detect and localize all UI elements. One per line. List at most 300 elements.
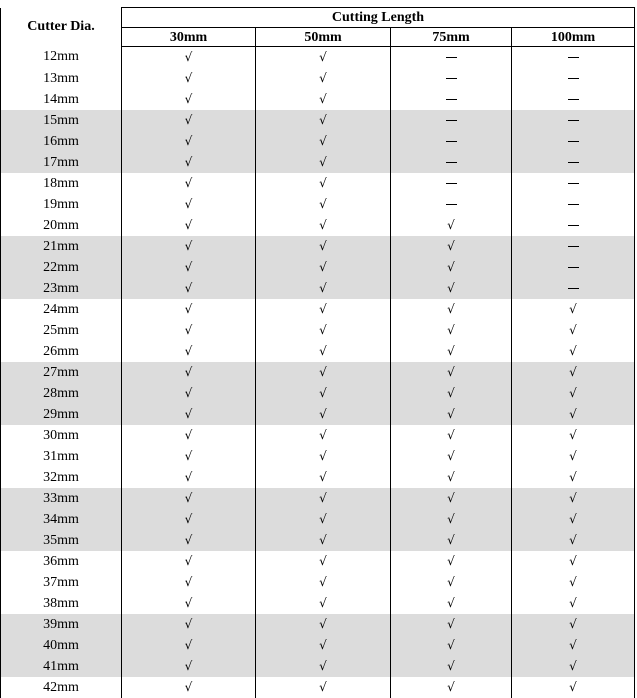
not-available-cell bbox=[391, 89, 512, 110]
not-available-cell bbox=[512, 131, 635, 152]
table-row bbox=[1, 677, 635, 698]
cutter-dia-cell: 21mm bbox=[1, 236, 122, 257]
column-header-50mm: 50mm bbox=[256, 28, 391, 47]
not-available-cell bbox=[391, 68, 512, 89]
cutter-dia-cell: 28mm bbox=[1, 383, 122, 404]
available-cell bbox=[122, 362, 256, 383]
check-mark: √ bbox=[319, 554, 327, 568]
check-mark: √ bbox=[319, 596, 327, 610]
check-mark: √ bbox=[319, 638, 327, 652]
dash-mark-icon bbox=[446, 120, 457, 121]
check-mark: √ bbox=[319, 512, 327, 526]
check-mark: √ bbox=[319, 302, 327, 316]
check-mark: √ bbox=[185, 659, 193, 673]
check-mark: √ bbox=[569, 344, 577, 358]
cutter-dia-cell: 23mm bbox=[1, 278, 122, 299]
check-mark: √ bbox=[447, 407, 455, 421]
check-mark: √ bbox=[185, 323, 193, 337]
check-mark: √ bbox=[319, 470, 327, 484]
available-cell bbox=[391, 677, 512, 698]
available-cell bbox=[256, 509, 391, 530]
dash-mark-icon bbox=[446, 183, 457, 184]
check-mark: √ bbox=[447, 575, 455, 589]
dash-mark-icon bbox=[446, 57, 457, 58]
cutter-dia-cell: 12mm bbox=[1, 47, 122, 69]
available-cell bbox=[256, 47, 391, 69]
available-cell bbox=[256, 383, 391, 404]
check-mark: √ bbox=[447, 533, 455, 547]
dash-mark-icon bbox=[568, 141, 579, 142]
check-mark: √ bbox=[569, 512, 577, 526]
available-cell bbox=[122, 278, 256, 299]
table-row bbox=[1, 551, 635, 572]
cutter-dia-cell: 19mm bbox=[1, 194, 122, 215]
check-mark: √ bbox=[185, 428, 193, 442]
dash-mark-icon bbox=[568, 183, 579, 184]
check-mark: √ bbox=[185, 176, 193, 190]
check-mark: √ bbox=[185, 554, 193, 568]
check-mark: √ bbox=[319, 449, 327, 463]
check-mark: √ bbox=[447, 680, 455, 694]
available-cell bbox=[512, 341, 635, 362]
dash-mark-icon bbox=[568, 204, 579, 205]
check-mark: √ bbox=[569, 386, 577, 400]
check-mark: √ bbox=[319, 491, 327, 505]
check-mark: √ bbox=[319, 260, 327, 274]
cutter-dia-cell: 13mm bbox=[1, 68, 122, 89]
cutter-dia-cell: 24mm bbox=[1, 299, 122, 320]
available-cell bbox=[122, 488, 256, 509]
column-header-75mm: 75mm bbox=[391, 28, 512, 47]
check-mark: √ bbox=[319, 218, 327, 232]
check-mark: √ bbox=[447, 554, 455, 568]
dash-mark-icon bbox=[568, 78, 579, 79]
available-cell bbox=[122, 614, 256, 635]
available-cell bbox=[256, 488, 391, 509]
table-row bbox=[1, 404, 635, 425]
check-mark: √ bbox=[447, 281, 455, 295]
cutter-dia-cell: 35mm bbox=[1, 530, 122, 551]
check-mark: √ bbox=[185, 197, 193, 211]
available-cell bbox=[256, 341, 391, 362]
not-available-cell bbox=[391, 131, 512, 152]
table-row bbox=[1, 278, 635, 299]
available-cell bbox=[256, 278, 391, 299]
check-mark: √ bbox=[447, 344, 455, 358]
available-cell bbox=[256, 89, 391, 110]
check-mark: √ bbox=[569, 302, 577, 316]
check-mark: √ bbox=[447, 302, 455, 316]
not-available-cell bbox=[512, 152, 635, 173]
dash-mark-icon bbox=[446, 141, 457, 142]
available-cell bbox=[512, 446, 635, 467]
check-mark: √ bbox=[447, 470, 455, 484]
check-mark: √ bbox=[185, 407, 193, 421]
available-cell bbox=[122, 68, 256, 89]
available-cell bbox=[256, 425, 391, 446]
available-cell bbox=[256, 152, 391, 173]
check-mark: √ bbox=[569, 638, 577, 652]
check-mark: √ bbox=[319, 680, 327, 694]
available-cell bbox=[512, 488, 635, 509]
cutter-dia-cell: 16mm bbox=[1, 131, 122, 152]
dash-mark-icon bbox=[568, 288, 579, 289]
check-mark: √ bbox=[185, 260, 193, 274]
check-mark: √ bbox=[319, 50, 327, 64]
available-cell bbox=[391, 551, 512, 572]
available-cell bbox=[256, 236, 391, 257]
not-available-cell bbox=[512, 257, 635, 278]
available-cell bbox=[512, 425, 635, 446]
check-mark: √ bbox=[447, 386, 455, 400]
dash-mark-icon bbox=[568, 57, 579, 58]
table-row bbox=[1, 173, 635, 194]
check-mark: √ bbox=[319, 365, 327, 379]
available-cell bbox=[122, 89, 256, 110]
cutter-dia-cell: 31mm bbox=[1, 446, 122, 467]
check-mark: √ bbox=[185, 533, 193, 547]
check-mark: √ bbox=[185, 470, 193, 484]
available-cell bbox=[122, 131, 256, 152]
available-cell bbox=[512, 530, 635, 551]
cutting-length-header: Cutting Length bbox=[122, 8, 635, 28]
table-row bbox=[1, 152, 635, 173]
available-cell bbox=[122, 530, 256, 551]
available-cell bbox=[122, 194, 256, 215]
table-row bbox=[1, 194, 635, 215]
cutter-dia-cell: 41mm bbox=[1, 656, 122, 677]
available-cell bbox=[391, 488, 512, 509]
available-cell bbox=[122, 446, 256, 467]
check-mark: √ bbox=[569, 491, 577, 505]
table-row bbox=[1, 257, 635, 278]
dash-mark-icon bbox=[568, 225, 579, 226]
cutter-dia-cell: 32mm bbox=[1, 467, 122, 488]
available-cell bbox=[512, 320, 635, 341]
available-cell bbox=[256, 635, 391, 656]
check-mark: √ bbox=[447, 596, 455, 610]
table-row bbox=[1, 299, 635, 320]
check-mark: √ bbox=[319, 323, 327, 337]
check-mark: √ bbox=[319, 575, 327, 589]
dash-mark-icon bbox=[568, 120, 579, 121]
table-row bbox=[1, 635, 635, 656]
available-cell bbox=[122, 467, 256, 488]
dash-mark-icon bbox=[446, 162, 457, 163]
check-mark: √ bbox=[447, 449, 455, 463]
not-available-cell bbox=[512, 194, 635, 215]
cutter-dia-cell: 27mm bbox=[1, 362, 122, 383]
cutter-dia-cell: 22mm bbox=[1, 257, 122, 278]
available-cell bbox=[391, 278, 512, 299]
available-cell bbox=[512, 593, 635, 614]
available-cell bbox=[122, 509, 256, 530]
not-available-cell bbox=[391, 47, 512, 69]
not-available-cell bbox=[512, 89, 635, 110]
table-body bbox=[1, 47, 635, 698]
table-row bbox=[1, 68, 635, 89]
table-row bbox=[1, 47, 635, 69]
check-mark: √ bbox=[447, 428, 455, 442]
check-mark: √ bbox=[185, 344, 193, 358]
check-mark: √ bbox=[569, 470, 577, 484]
available-cell bbox=[391, 530, 512, 551]
available-cell bbox=[391, 404, 512, 425]
available-cell bbox=[256, 173, 391, 194]
not-available-cell bbox=[512, 278, 635, 299]
available-cell bbox=[122, 404, 256, 425]
cutter-dia-cell: 39mm bbox=[1, 614, 122, 635]
available-cell bbox=[122, 110, 256, 131]
available-cell bbox=[122, 320, 256, 341]
available-cell bbox=[256, 131, 391, 152]
cutter-dia-cell: 15mm bbox=[1, 110, 122, 131]
check-mark: √ bbox=[185, 92, 193, 106]
available-cell bbox=[391, 572, 512, 593]
check-mark: √ bbox=[447, 638, 455, 652]
check-mark: √ bbox=[185, 50, 193, 64]
cutter-dia-header: Cutter Dia. bbox=[1, 8, 122, 47]
table-row bbox=[1, 89, 635, 110]
check-mark: √ bbox=[185, 302, 193, 316]
check-mark: √ bbox=[185, 365, 193, 379]
check-mark: √ bbox=[185, 218, 193, 232]
available-cell bbox=[256, 404, 391, 425]
cutter-dia-cell: 42mm bbox=[1, 677, 122, 698]
table-row bbox=[1, 656, 635, 677]
available-cell bbox=[512, 509, 635, 530]
table-row bbox=[1, 530, 635, 551]
available-cell bbox=[391, 656, 512, 677]
table-row bbox=[1, 593, 635, 614]
available-cell bbox=[512, 551, 635, 572]
available-cell bbox=[256, 68, 391, 89]
not-available-cell bbox=[512, 110, 635, 131]
available-cell bbox=[122, 425, 256, 446]
available-cell bbox=[512, 635, 635, 656]
check-mark: √ bbox=[569, 680, 577, 694]
table-row bbox=[1, 131, 635, 152]
cutter-spec-table bbox=[0, 7, 635, 698]
check-mark: √ bbox=[447, 323, 455, 337]
check-mark: √ bbox=[569, 617, 577, 631]
available-cell bbox=[122, 572, 256, 593]
check-mark: √ bbox=[319, 71, 327, 85]
available-cell bbox=[391, 215, 512, 236]
available-cell bbox=[122, 656, 256, 677]
check-mark: √ bbox=[447, 239, 455, 253]
check-mark: √ bbox=[185, 575, 193, 589]
check-mark: √ bbox=[569, 407, 577, 421]
not-available-cell bbox=[512, 47, 635, 69]
check-mark: √ bbox=[185, 281, 193, 295]
not-available-cell bbox=[512, 68, 635, 89]
check-mark: √ bbox=[319, 155, 327, 169]
cutter-dia-cell: 18mm bbox=[1, 173, 122, 194]
available-cell bbox=[512, 614, 635, 635]
available-cell bbox=[391, 257, 512, 278]
not-available-cell bbox=[391, 152, 512, 173]
check-mark: √ bbox=[185, 638, 193, 652]
available-cell bbox=[256, 362, 391, 383]
check-mark: √ bbox=[569, 533, 577, 547]
available-cell bbox=[391, 236, 512, 257]
dash-mark-icon bbox=[446, 204, 457, 205]
table-row bbox=[1, 467, 635, 488]
check-mark: √ bbox=[319, 197, 327, 211]
check-mark: √ bbox=[185, 449, 193, 463]
not-available-cell bbox=[391, 110, 512, 131]
column-header-100mm: 100mm bbox=[512, 28, 635, 47]
available-cell bbox=[122, 47, 256, 69]
available-cell bbox=[256, 320, 391, 341]
table-row bbox=[1, 362, 635, 383]
table-row bbox=[1, 320, 635, 341]
available-cell bbox=[256, 614, 391, 635]
available-cell bbox=[391, 509, 512, 530]
dash-mark-icon bbox=[568, 99, 579, 100]
available-cell bbox=[256, 656, 391, 677]
table-row bbox=[1, 509, 635, 530]
available-cell bbox=[256, 110, 391, 131]
available-cell bbox=[391, 383, 512, 404]
check-mark: √ bbox=[569, 575, 577, 589]
available-cell bbox=[512, 572, 635, 593]
check-mark: √ bbox=[447, 617, 455, 631]
available-cell bbox=[391, 320, 512, 341]
cutter-dia-cell: 14mm bbox=[1, 89, 122, 110]
available-cell bbox=[122, 173, 256, 194]
check-mark: √ bbox=[319, 617, 327, 631]
table-row bbox=[1, 236, 635, 257]
available-cell bbox=[122, 551, 256, 572]
check-mark: √ bbox=[447, 659, 455, 673]
available-cell bbox=[512, 467, 635, 488]
available-cell bbox=[512, 362, 635, 383]
available-cell bbox=[256, 572, 391, 593]
available-cell bbox=[256, 593, 391, 614]
cutter-dia-cell: 29mm bbox=[1, 404, 122, 425]
check-mark: √ bbox=[185, 239, 193, 253]
check-mark: √ bbox=[319, 533, 327, 547]
available-cell bbox=[256, 551, 391, 572]
cutter-dia-cell: 36mm bbox=[1, 551, 122, 572]
dash-mark-icon bbox=[568, 246, 579, 247]
available-cell bbox=[256, 215, 391, 236]
available-cell bbox=[122, 677, 256, 698]
table-row bbox=[1, 383, 635, 404]
check-mark: √ bbox=[319, 134, 327, 148]
check-mark: √ bbox=[185, 71, 193, 85]
check-mark: √ bbox=[185, 596, 193, 610]
available-cell bbox=[391, 362, 512, 383]
cutter-dia-cell: 20mm bbox=[1, 215, 122, 236]
check-mark: √ bbox=[319, 281, 327, 295]
dash-mark-icon bbox=[568, 162, 579, 163]
dash-mark-icon bbox=[446, 99, 457, 100]
available-cell bbox=[512, 677, 635, 698]
cutter-dia-cell: 26mm bbox=[1, 341, 122, 362]
check-mark: √ bbox=[319, 407, 327, 421]
available-cell bbox=[122, 215, 256, 236]
available-cell bbox=[256, 677, 391, 698]
available-cell bbox=[256, 530, 391, 551]
table-row bbox=[1, 446, 635, 467]
available-cell bbox=[391, 614, 512, 635]
table-row bbox=[1, 488, 635, 509]
table-row bbox=[1, 614, 635, 635]
dash-mark-icon bbox=[568, 267, 579, 268]
check-mark: √ bbox=[319, 386, 327, 400]
not-available-cell bbox=[391, 194, 512, 215]
dash-mark-icon bbox=[446, 78, 457, 79]
check-mark: √ bbox=[319, 344, 327, 358]
check-mark: √ bbox=[569, 428, 577, 442]
cutter-dia-cell: 33mm bbox=[1, 488, 122, 509]
available-cell bbox=[256, 299, 391, 320]
available-cell bbox=[256, 194, 391, 215]
check-mark: √ bbox=[447, 365, 455, 379]
available-cell bbox=[122, 257, 256, 278]
cutter-dia-cell: 34mm bbox=[1, 509, 122, 530]
cutter-dia-cell: 37mm bbox=[1, 572, 122, 593]
check-mark: √ bbox=[569, 323, 577, 337]
check-mark: √ bbox=[319, 92, 327, 106]
available-cell bbox=[391, 593, 512, 614]
column-header-30mm: 30mm bbox=[122, 28, 256, 47]
check-mark: √ bbox=[569, 365, 577, 379]
available-cell bbox=[391, 299, 512, 320]
not-available-cell bbox=[391, 173, 512, 194]
available-cell bbox=[122, 383, 256, 404]
available-cell bbox=[122, 635, 256, 656]
check-mark: √ bbox=[185, 134, 193, 148]
available-cell bbox=[122, 152, 256, 173]
available-cell bbox=[391, 425, 512, 446]
cutter-dia-cell: 38mm bbox=[1, 593, 122, 614]
available-cell bbox=[122, 341, 256, 362]
table-row bbox=[1, 341, 635, 362]
check-mark: √ bbox=[185, 512, 193, 526]
not-available-cell bbox=[512, 215, 635, 236]
not-available-cell bbox=[512, 236, 635, 257]
check-mark: √ bbox=[447, 218, 455, 232]
available-cell bbox=[122, 236, 256, 257]
check-mark: √ bbox=[569, 449, 577, 463]
table-row bbox=[1, 215, 635, 236]
cutter-dia-cell: 30mm bbox=[1, 425, 122, 446]
table-row bbox=[1, 425, 635, 446]
cutter-dia-cell: 40mm bbox=[1, 635, 122, 656]
not-available-cell bbox=[512, 173, 635, 194]
check-mark: √ bbox=[185, 491, 193, 505]
available-cell bbox=[512, 404, 635, 425]
check-mark: √ bbox=[185, 680, 193, 694]
check-mark: √ bbox=[447, 491, 455, 505]
available-cell bbox=[391, 467, 512, 488]
available-cell bbox=[512, 383, 635, 404]
available-cell bbox=[122, 593, 256, 614]
available-cell bbox=[256, 257, 391, 278]
available-cell bbox=[391, 635, 512, 656]
check-mark: √ bbox=[569, 596, 577, 610]
available-cell bbox=[256, 467, 391, 488]
table-row bbox=[1, 572, 635, 593]
check-mark: √ bbox=[185, 617, 193, 631]
check-mark: √ bbox=[185, 386, 193, 400]
check-mark: √ bbox=[569, 554, 577, 568]
table-row bbox=[1, 110, 635, 131]
